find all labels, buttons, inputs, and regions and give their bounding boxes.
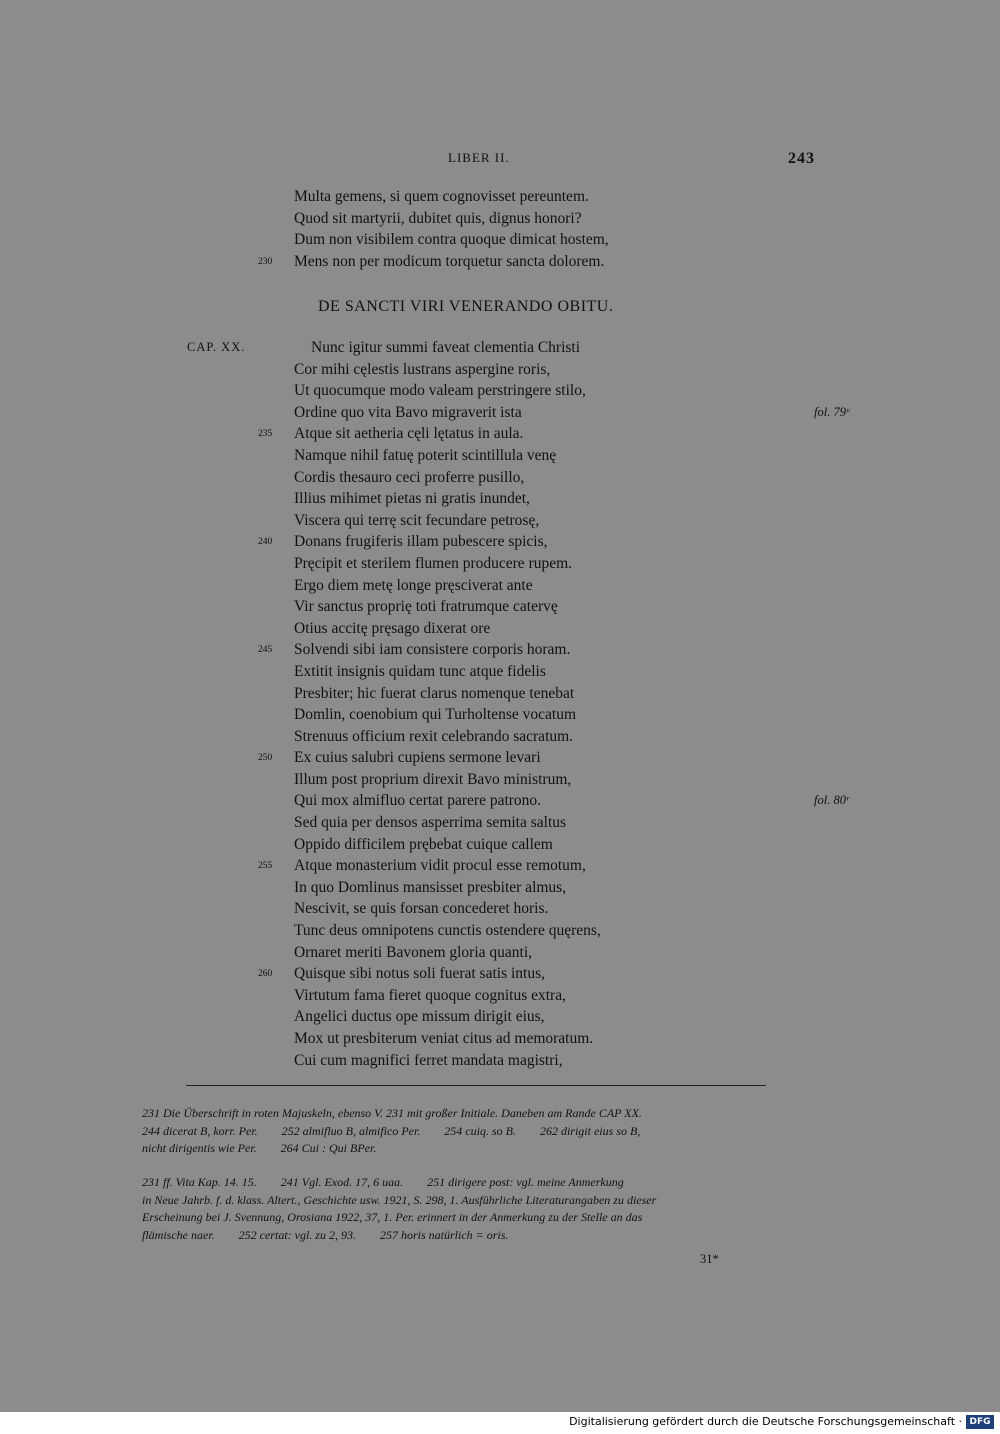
chapter-label: CAP. XX. bbox=[187, 340, 246, 354]
section-heading: DE SANCTI VIRI VENERANDO OBITU. bbox=[318, 298, 614, 315]
verse-text: Nunc igitur summi faveat clementia Christi bbox=[311, 339, 581, 356]
verse-line bbox=[0, 553, 1000, 575]
note-line: 231 ff. Vita Kap. 14. 15. 241 Vgl. Exod. 17, 6 uaa. 251 dirigere post: vgl. meine Anmerkung bbox=[142, 1175, 624, 1189]
verse-text: Strenuus officium rexit celebrando sacratum. bbox=[294, 727, 574, 745]
verse-line bbox=[0, 488, 1000, 510]
verse-text: Cordis thesauro ceci proferre pusillo, bbox=[294, 468, 525, 486]
page-number: 243 bbox=[788, 150, 815, 167]
verse-line bbox=[0, 920, 1000, 942]
verse-text: Otius accitę pręsago dixerat ore bbox=[294, 619, 491, 637]
verse-text: Cor mihi cęlestis lustrans aspergine roris, bbox=[294, 360, 551, 378]
verse-line bbox=[0, 359, 1000, 381]
verse-line bbox=[0, 251, 1000, 273]
verse-text: Dum non visibilem contra quoque dimicat hostem, bbox=[294, 231, 609, 249]
verse-text: Angelici ductus ope missum dirigit eius, bbox=[294, 1008, 545, 1026]
verse-line bbox=[0, 186, 1000, 208]
line-number: 260 bbox=[258, 969, 273, 980]
verse-text: Ergo diem metę longe pręsciverat ante bbox=[294, 576, 533, 594]
verse-text: Ex cuius salubri cupiens sermone levari bbox=[294, 749, 541, 767]
verse-text: Sed quia per densos asperrima semita saltus bbox=[294, 814, 567, 832]
verse-line bbox=[0, 898, 1000, 920]
verse-text: Qui mox almifluo certat parere patrono. bbox=[294, 792, 542, 810]
verse-text: Ornaret meriti Bavonem gloria quanti, bbox=[294, 943, 533, 961]
folio-marker: fol. 79ᵛ bbox=[814, 404, 850, 419]
verse-line bbox=[0, 877, 1000, 899]
verse-line bbox=[0, 467, 1000, 489]
verse-text: Atque sit aetheria cęli lętatus in aula. bbox=[294, 425, 524, 443]
verse-line bbox=[0, 1006, 1000, 1028]
verse-text: Mens non per modicum torquetur sancta dolorem. bbox=[294, 252, 605, 270]
verse-line bbox=[0, 855, 1000, 877]
verse-text: Mox ut presbiterum veniat citus ad memoratum. bbox=[294, 1030, 594, 1047]
verse-line bbox=[0, 510, 1000, 532]
line-number: 245 bbox=[258, 645, 273, 656]
verse-line bbox=[0, 402, 1000, 424]
verse-text: Presbiter; hic fuerat clarus nomenque tenebat bbox=[294, 684, 575, 702]
digitization-footer bbox=[0, 1412, 1000, 1434]
verse-line bbox=[0, 639, 1000, 661]
note-line: nicht dirigentis wie Per. 264 Cui : Qui BPer. bbox=[142, 1141, 377, 1155]
line-number: 250 bbox=[258, 753, 273, 764]
verse-text: Cui cum magnifici ferret mandata magistri, bbox=[294, 1051, 563, 1069]
verse-line bbox=[0, 618, 1000, 640]
note-line: 231 Die Überschrift in roten Majuskeln, ebenso V. 231 mit großer Initiale. Daneben am Rande CAP XX. bbox=[142, 1106, 642, 1120]
verse-text: Namque nihil fatuę poterit scintillula venę bbox=[294, 446, 557, 464]
verse-line bbox=[0, 790, 1000, 812]
verse-line bbox=[0, 726, 1000, 748]
verse-line bbox=[0, 423, 1000, 445]
verse-text: Virtutum fama fieret quoque cognitus extra, bbox=[294, 986, 566, 1004]
verse-line bbox=[0, 531, 1000, 553]
critical-apparatus bbox=[142, 1105, 814, 1158]
verse-line bbox=[0, 747, 1000, 769]
verse-text: Tunc deus omnipotens cunctis ostendere quęrens, bbox=[294, 922, 601, 940]
note-line: Erscheinung bei J. Svennung, Orosiana 1922, 37, 1. Per. erinnert in der Anmerkung zu der Stelle an das bbox=[142, 1210, 643, 1224]
verse-line bbox=[0, 985, 1000, 1007]
verse-text: Quod sit martyrii, dubitet quis, dignus honori? bbox=[294, 209, 582, 227]
dfg-logo-icon: DFG bbox=[966, 1415, 994, 1429]
verse-block-top bbox=[0, 186, 1000, 272]
folio-marker: fol. 80ʳ bbox=[814, 793, 849, 808]
verse-text: Multa gemens, si quem cognovisset pereuntem. bbox=[294, 188, 589, 205]
verse-line bbox=[0, 445, 1000, 467]
verse-text: Domlin, coenobium qui Turholtense vocatum bbox=[294, 706, 576, 724]
verse-line bbox=[0, 229, 1000, 251]
verse-text: Extitit insignis quidam tunc atque fidelis bbox=[294, 662, 546, 680]
verse-text: Illum post proprium direxit Bavo ministrum, bbox=[294, 770, 572, 788]
verse-line bbox=[0, 208, 1000, 230]
note-line: in Neue Jahrb. f. d. klass. Altert., Geschichte usw. 1921, S. 298, 1. Ausführliche Literaturangaben zu dieser bbox=[142, 1192, 657, 1207]
verse-line bbox=[0, 834, 1000, 856]
running-head: LIBER II. bbox=[448, 150, 510, 165]
verse-block-main bbox=[0, 337, 1000, 1071]
verse-line bbox=[0, 1028, 1000, 1050]
line-number: 230 bbox=[258, 256, 273, 267]
verse-line bbox=[0, 963, 1000, 985]
verse-text: Atque monasterium vidit procul esse remotum, bbox=[294, 857, 586, 875]
signature-mark: 31* bbox=[700, 1252, 719, 1266]
verse-line bbox=[0, 1050, 1000, 1072]
verse-text: Vir sanctus proprię toti fratrumque catervę bbox=[294, 598, 558, 616]
verse-text: Viscera qui terrę scit fecundare petrosę, bbox=[294, 511, 540, 529]
line-number: 255 bbox=[258, 861, 273, 872]
verse-line bbox=[0, 596, 1000, 618]
verse-line bbox=[0, 380, 1000, 402]
verse-line bbox=[0, 769, 1000, 791]
verse-line bbox=[0, 337, 1000, 359]
verse-text: Pręcipit et sterilem flumen producere rupem. bbox=[294, 554, 573, 572]
verse-text: Illius mihimet pietas ni gratis inundet, bbox=[294, 490, 530, 508]
source-apparatus bbox=[142, 1174, 814, 1244]
verse-text: Ut quocumque modo valeam perstringere stilo, bbox=[294, 382, 586, 400]
verse-line bbox=[0, 704, 1000, 726]
footnote-rule bbox=[186, 1085, 766, 1086]
verse-line bbox=[0, 661, 1000, 683]
verse-text: Ordine quo vita Bavo migraverit ista bbox=[294, 403, 522, 421]
note-line: flämische naer. 252 certat: vgl. zu 2, 93. 257 horis natürlich = oris. bbox=[142, 1227, 509, 1242]
verse-line bbox=[0, 942, 1000, 964]
verse-text: Donans frugiferis illam pubescere spicis, bbox=[294, 533, 548, 551]
verse-text: Quisque sibi notus soli fuerat satis intus, bbox=[294, 965, 546, 983]
verse-text: Solvendi sibi iam consistere corporis horam. bbox=[294, 641, 571, 659]
verse-text: Oppido difficilem prębebat cuique callem bbox=[294, 835, 553, 853]
note-line: 244 dicerat B, korr. Per. 252 almifluo B, almifico Per. 254 cuiq. so B. 262 dirigit eius so B, bbox=[142, 1123, 641, 1138]
line-number: 240 bbox=[258, 537, 273, 548]
verse-text: In quo Domlinus mansisset presbiter almus, bbox=[294, 878, 567, 896]
verse-text: Nescivit, se quis forsan concederet horis. bbox=[294, 900, 549, 918]
line-number: 235 bbox=[258, 429, 273, 440]
footer-text: Digitalisierung gefördert durch die Deutsche Forschungsgemeinschaft · bbox=[569, 1415, 962, 1428]
verse-line bbox=[0, 683, 1000, 705]
verse-line bbox=[0, 575, 1000, 597]
verse-line bbox=[0, 812, 1000, 834]
